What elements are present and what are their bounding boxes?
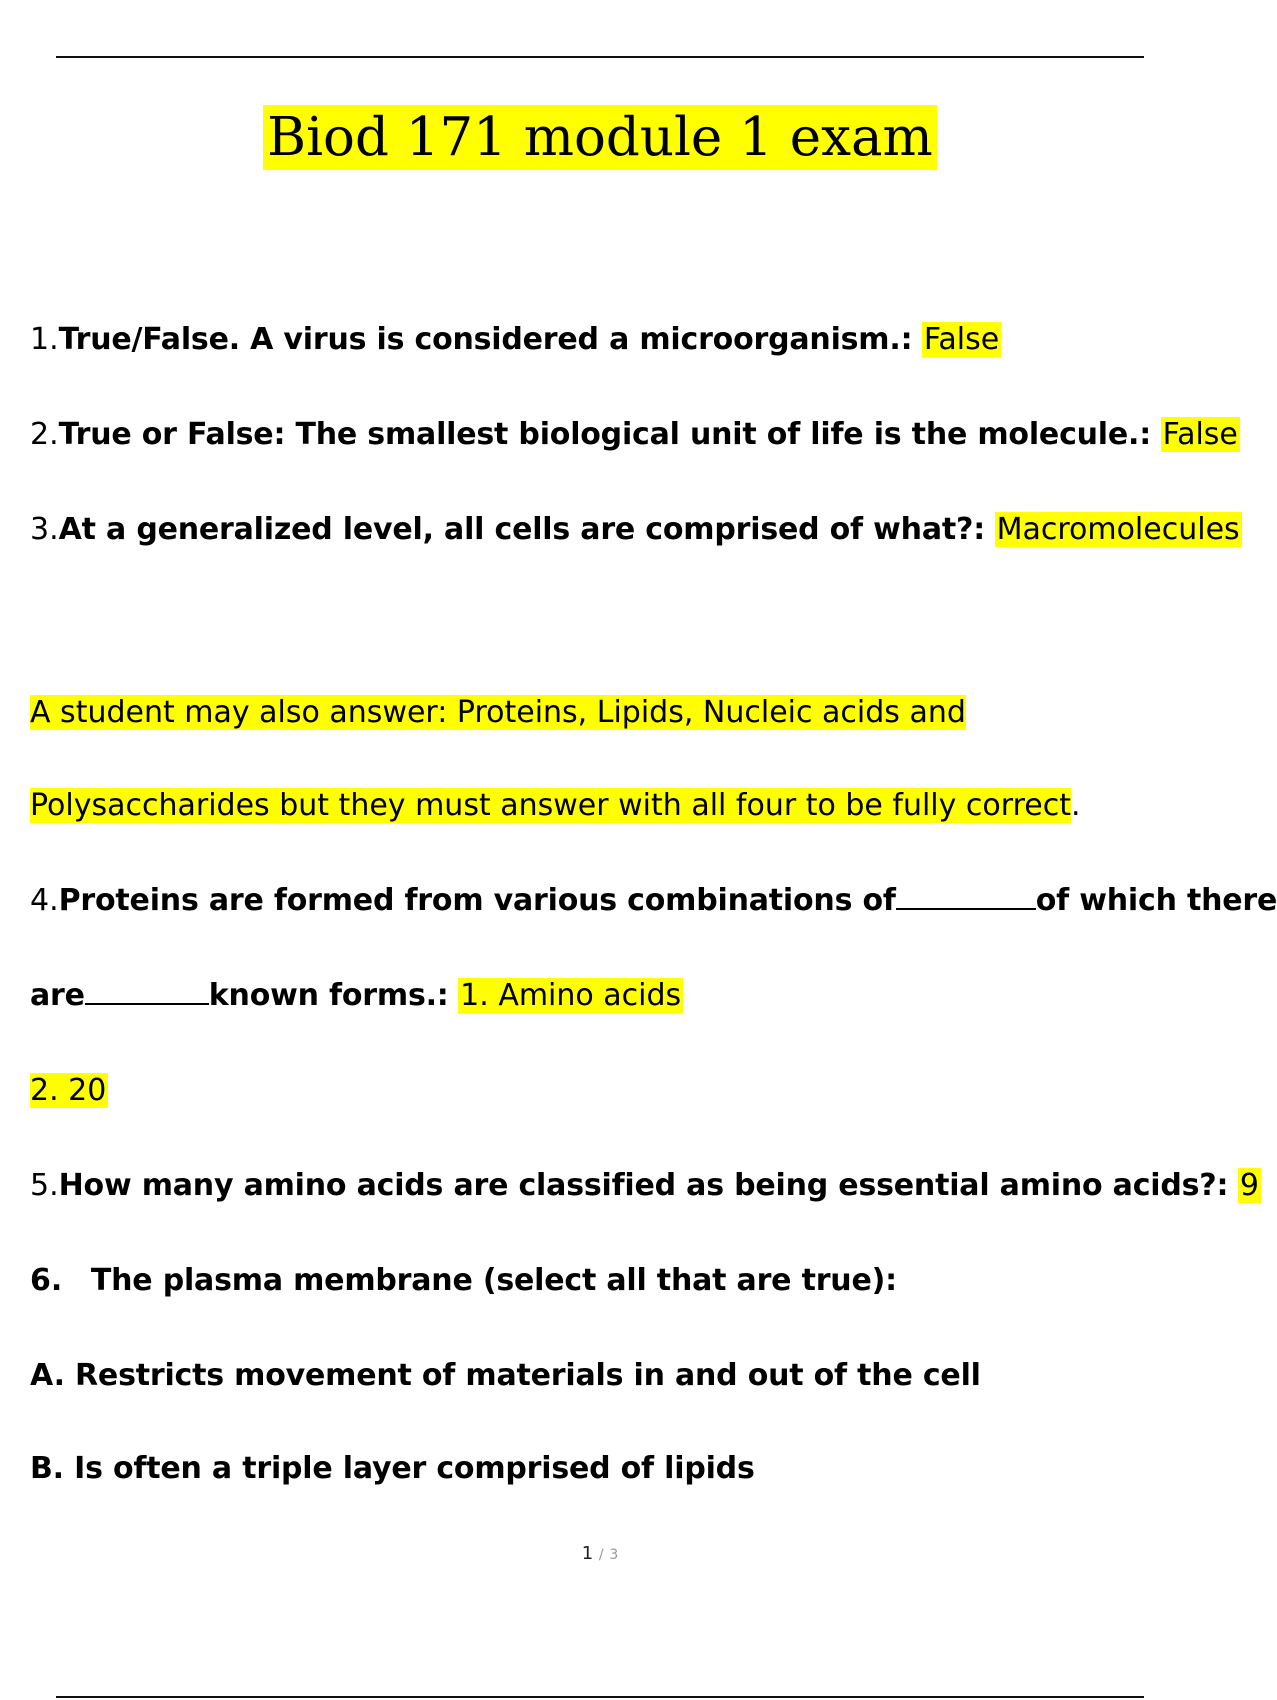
question-6 — [30, 1263, 897, 1298]
question-text: Proteins are formed from various combinations of — [58, 883, 896, 918]
question-text: How many amino acids are classified as being essential amino acids?: — [58, 1168, 1229, 1203]
question-4-continued — [30, 978, 683, 1013]
question-text: known forms.: — [208, 978, 449, 1013]
question-2 — [30, 417, 1240, 452]
option-a — [30, 1358, 981, 1393]
question-4 — [30, 883, 1277, 918]
question-3 — [30, 512, 1242, 547]
option-b — [30, 1451, 755, 1486]
question-1 — [30, 322, 1001, 357]
bottom-rule — [56, 1696, 1144, 1698]
question-text: of which there — [1035, 883, 1277, 918]
answer-highlight: 1. Amino acids — [460, 978, 682, 1013]
fill-in-blank — [896, 884, 1036, 910]
question-5 — [30, 1168, 1261, 1203]
answer-highlight: False — [923, 322, 1000, 357]
question-4-answer-2 — [30, 1073, 108, 1108]
page-total: 3 — [609, 1547, 619, 1563]
document-title — [0, 106, 1200, 170]
question-text: At a generalized level, all cells are comprised of what?: — [58, 512, 986, 547]
answer-highlight: Macromolecules — [996, 512, 1240, 547]
question-number: 3. — [30, 512, 59, 547]
page-indicator — [0, 1543, 1200, 1564]
note-line-2 — [30, 788, 1081, 823]
question-number: 2. — [30, 417, 59, 452]
note-period: . — [1070, 788, 1081, 823]
question-number: 1. — [30, 322, 59, 357]
question-number: 5. — [30, 1168, 59, 1203]
option-text: B. Is often a triple layer comprised of lipids — [30, 1451, 755, 1486]
note-text: Polysaccharides but they must answer with all four to be fully correct — [30, 788, 1071, 823]
option-text: A. Restricts movement of materials in and out of the cell — [30, 1358, 981, 1393]
question-text: The plasma membrane (select all that are true): — [90, 1263, 897, 1298]
note-line-1 — [30, 695, 966, 730]
fill-in-blank — [85, 979, 209, 1005]
question-text: True/False. A virus is considered a microorganism.: — [58, 322, 913, 357]
page-separator: / — [598, 1547, 604, 1563]
answer-highlight: False — [1162, 417, 1238, 452]
answer-highlight: 2. 20 — [30, 1073, 107, 1108]
note-text: A student may also answer: Proteins, Lipids, Nucleic acids and — [30, 695, 966, 730]
question-number: 6. — [30, 1263, 63, 1298]
question-number: 4. — [30, 883, 59, 918]
page-number: 1 — [581, 1543, 594, 1564]
title-text: Biod 171 module 1 exam — [263, 105, 937, 170]
question-text: True or False: The smallest biological unit of life is the molecule.: — [58, 417, 1152, 452]
answer-highlight: 9 — [1239, 1168, 1259, 1203]
question-text: are — [30, 978, 85, 1013]
top-rule — [56, 56, 1144, 58]
